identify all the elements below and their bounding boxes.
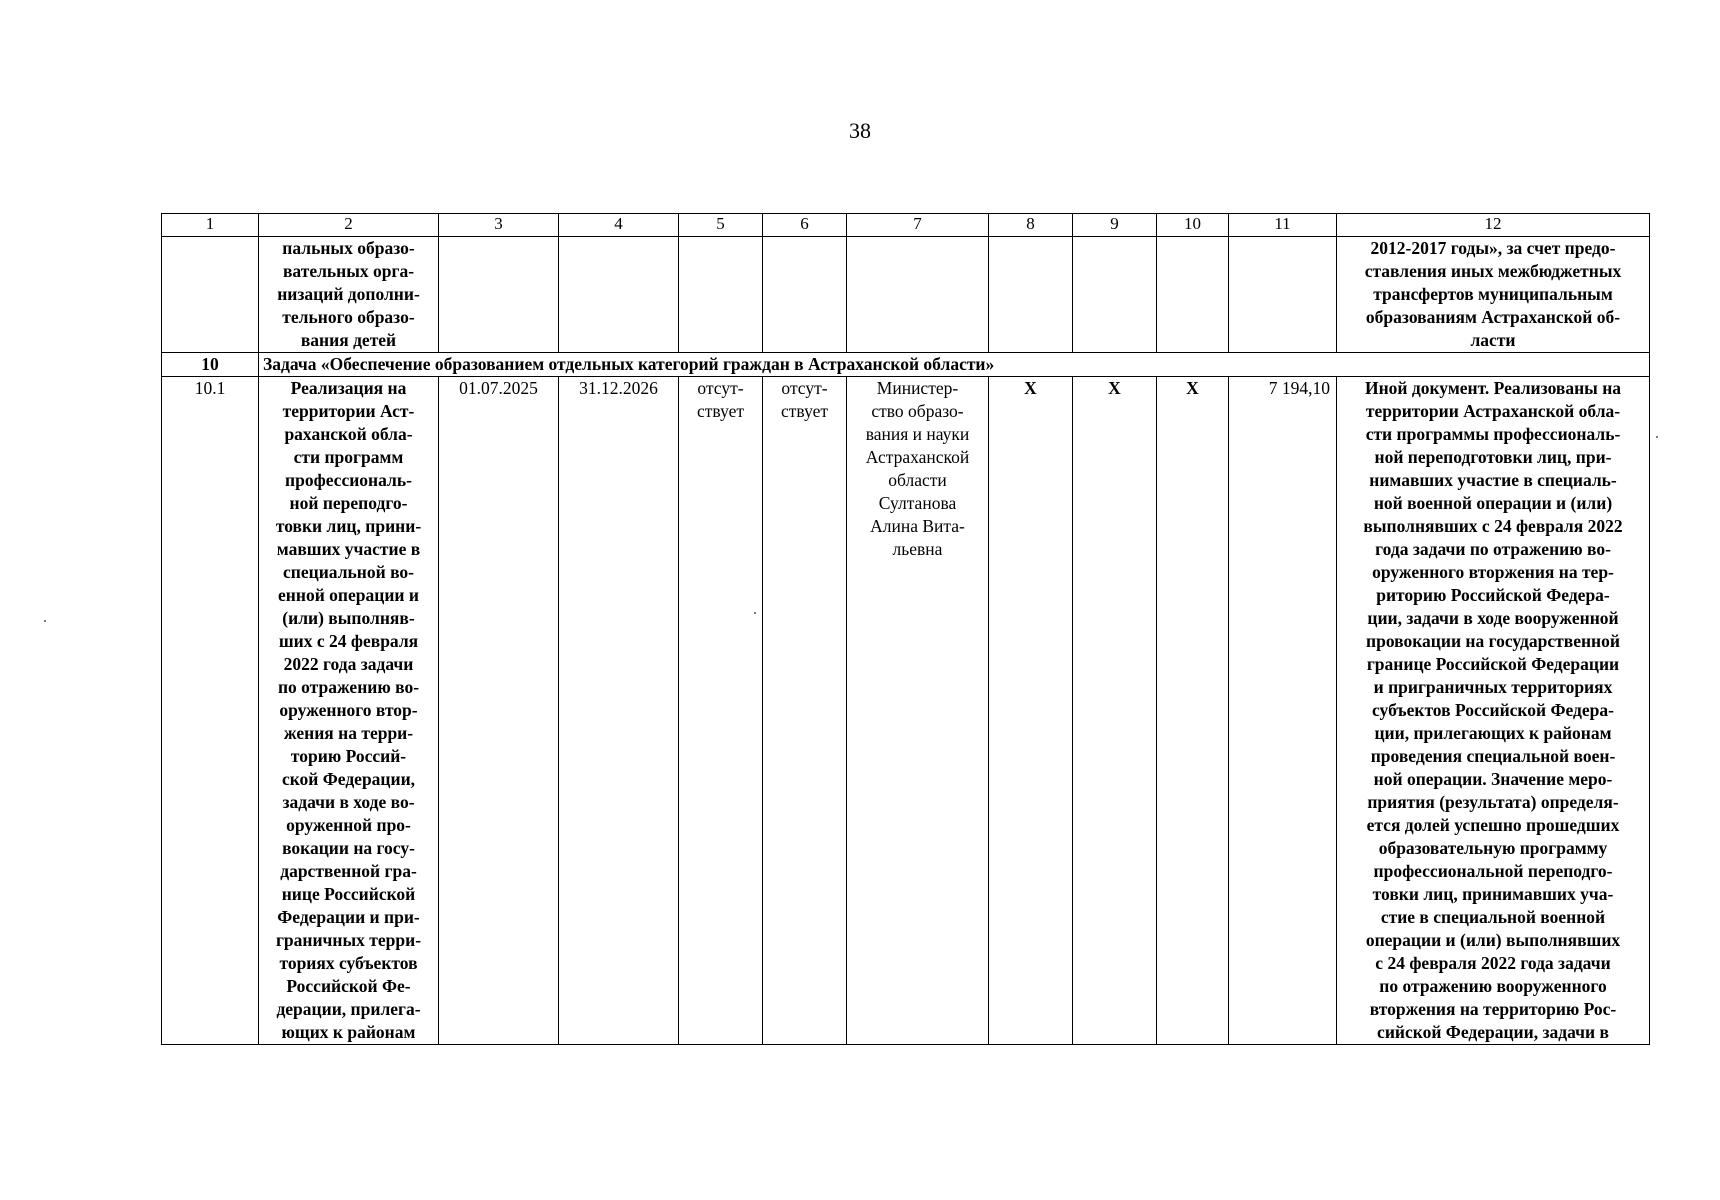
column-header: 7: [847, 214, 989, 237]
column-header: 12: [1337, 214, 1650, 237]
column-8-value: X: [989, 377, 1073, 1045]
measure-description: Иной документ. Реализованы на территории Астраханской обла- сти программы профессиональ- ной переподготовки лиц, при- нимавших участие в специаль- ной военной операции и (или) выполнявших с 24 февраля 2022 года задачи по отражению во- оруженного вторжения на тер- риторию Российской Федера- ции, задачи в ходе вооруженной провокации на государственной границе Российской Федерации и приграничных территориях субъектов Российской Федера- ции, прилегающих к районам проведения специальной воен- ной операции. Значение меро- приятия (результата) определя- ется долей успешно прошедших образовательную программу профессиональной переподго- товки лиц, принимавших уча- стие в специальной военной операции и (или) выполнявших с 24 февраля 2022 года задачи по отражению вооруженного вторжения на территорию Рос- сийской Федерации, задачи в: [1337, 377, 1650, 1045]
continuation-name-cell: пальных образо- вательных орга- низаций дополни- тельного образо- вания детей: [259, 237, 439, 353]
measure-row: [162, 377, 1650, 1045]
task-number: 10: [162, 353, 259, 377]
column-header: 5: [679, 214, 763, 237]
column-10-value: X: [1157, 377, 1229, 1045]
measure-number: 10.1: [162, 377, 259, 1045]
column-header: 6: [763, 214, 847, 237]
scan-speck: [1656, 436, 1658, 438]
measure-name: Реализация на территории Аст- раханской обла- сти программ профессиональ- ной переподго- товки лиц, прини- мавших участие в специальной во- енной операции и (или) выполняв- ших с 24 февраля 2022 года задачи по отражению во- оруженного втор- жения на терри- торию Россий- ской Федерации, задачи в ходе во- оруженной про- вокации на госу- дарственной гра- нице Российской Федерации и при- граничных терри- ториях субъектов Российской Фе- дерации, прилега- ющих к районам: [259, 377, 439, 1045]
end-date: 31.12.2026: [559, 377, 679, 1045]
column-header: 10: [1157, 214, 1229, 237]
column-header: 8: [989, 214, 1073, 237]
column-header: 2: [259, 214, 439, 237]
task-title: Задача «Обеспечение образованием отдельных категорий граждан в Астраханской области»: [259, 353, 1650, 377]
column-header: 1: [162, 214, 259, 237]
funding-amount: 7 194,10: [1229, 377, 1337, 1045]
column-9-value: X: [1073, 377, 1157, 1045]
column-5-value: отсут- ствует: [679, 377, 763, 1045]
scan-speck: [754, 612, 756, 614]
column-header: 4: [559, 214, 679, 237]
continuation-description-cell: 2012-2017 годы», за счет предо- ставления иных межбюджетных трансфертов муниципальным образованиям Астраханской об- ласти: [1337, 237, 1650, 353]
column-header: 3: [439, 214, 559, 237]
column-number-row: [162, 214, 1650, 237]
responsible-executor: Министер- ство образо- вания и науки Астраханской области Султанова Алина Вита- льевна: [847, 377, 989, 1045]
column-header: 9: [1073, 214, 1157, 237]
task-row: [162, 353, 1650, 377]
scan-speck: [44, 620, 46, 622]
column-header: 11: [1229, 214, 1337, 237]
continuation-row: [162, 237, 1650, 353]
page-number: 38: [849, 118, 871, 143]
column-6-value: отсут- ствует: [763, 377, 847, 1045]
measures-table: [161, 213, 1650, 1045]
start-date: 01.07.2025: [439, 377, 559, 1045]
